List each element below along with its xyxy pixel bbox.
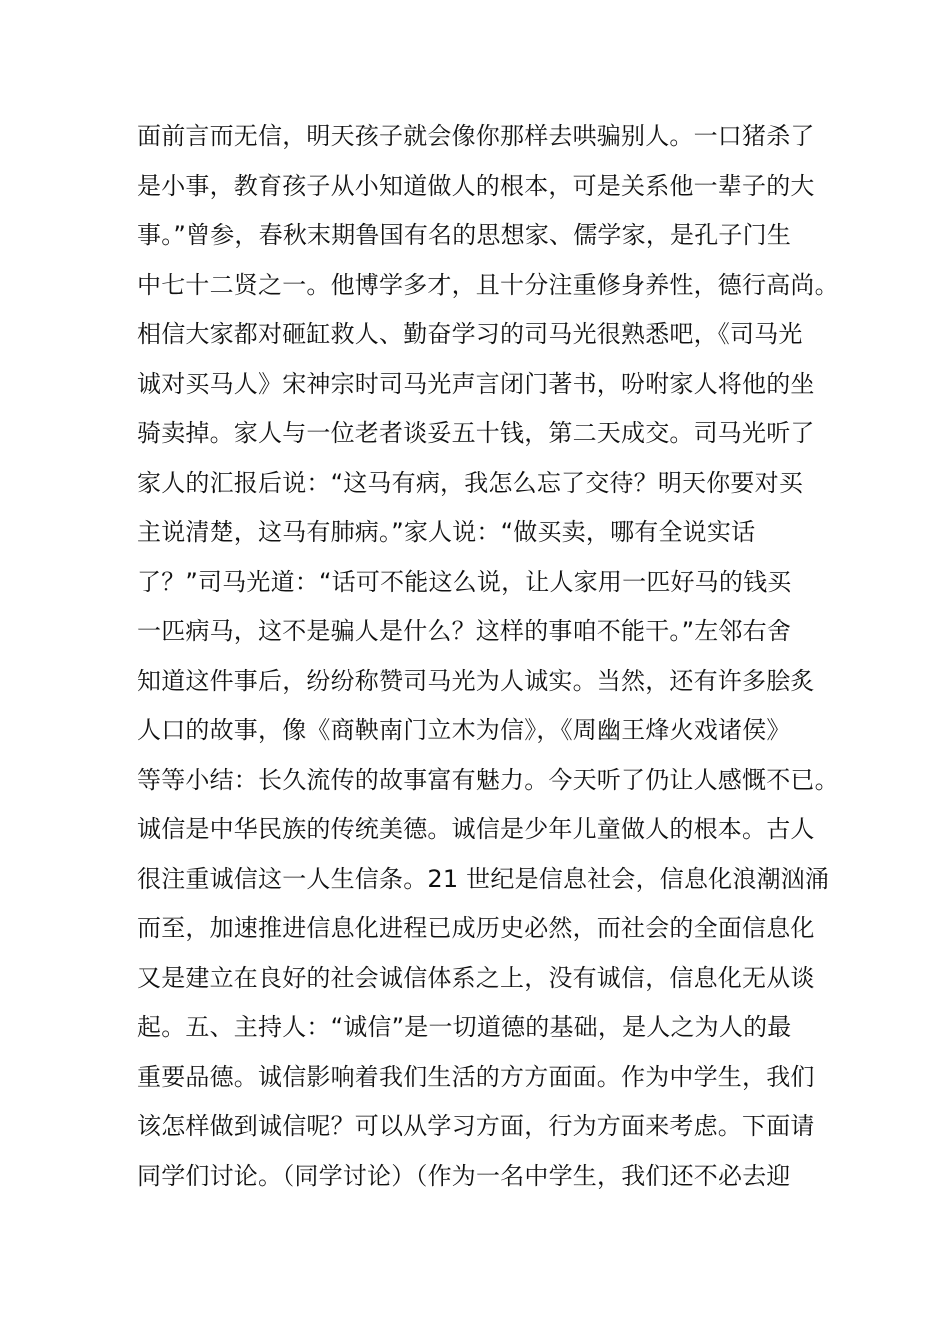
text-line: 同学们讨论。（同学讨论）（作为一名中学生，我们还不必去迎 [137, 1161, 791, 1190]
text-line: 中七十二贤之一。他博学多才，且十分注重修身养性，德行高尚。 [137, 270, 839, 299]
text-line: 是小事，教育孩子从小知道做人的根本，可是关系他一辈子的大 [137, 171, 815, 200]
text-line: 诚信是中华民族的传统美德。诚信是少年儿童做人的根本。古人 [137, 815, 815, 843]
text-line: 一匹病马，这不是骗人是什么？这样的事咱不能干。”左邻右舍 [137, 617, 792, 645]
text-line: 事。”曾参，春秋末期鲁国有名的思想家、儒学家，是孔子门生 [137, 221, 792, 249]
text-line: 很注重诚信这一人生信条。21 世纪是信息社会，信息化浪潮汹涌 [137, 864, 830, 893]
text-line: 等等小结：长久流传的故事富有魅力。今天听了仍让人感慨不已。 [137, 765, 839, 794]
text-line: 家人的汇报后说：“这马有病，我怎么忘了交待？明天你要对买 [137, 468, 804, 497]
text-line: 骑卖掉。家人与一位老者谈妥五十钱，第二天成交。司马光听了 [137, 419, 815, 447]
text-line: 主说清楚，这马有肺病。”家人说：“做买卖，哪有全说实话 [137, 518, 756, 546]
text-line: 重要品德。诚信影响着我们生活的方方面面。作为中学生，我们 [137, 1062, 815, 1091]
body-text [137, 112, 837, 1201]
text-line: 起。五、主持人：“诚信”是一切道德的基础，是人之为人的最 [137, 1013, 792, 1041]
text-line: 人口的故事，像《商鞅南门立木为信》，《周幽王烽火戏诸侯》 [137, 716, 791, 744]
text-line: 诚对买马人》宋神宗时司马光声言闭门著书，吩咐家人将他的坐 [137, 369, 815, 398]
text-line: 相信大家都对砸缸救人、勤奋学习的司马光很熟悉吧，《司马光 [137, 320, 803, 348]
text-line: 知道这件事后，纷纷称赞司马光为人诚实。当然，还有许多脍炙 [137, 666, 815, 695]
text-line: 又是建立在良好的社会诚信体系之上，没有诚信，信息化无从谈 [137, 963, 815, 992]
text-line: 面前言而无信，明天孩子就会像你那样去哄骗别人。一口猪杀了 [137, 122, 815, 150]
text-line: 而至，加速推进信息化进程已成历史必然，而社会的全面信息化 [137, 914, 815, 942]
text-line: 了？”司马光道：“话可不能这么说，让人家用一匹好马的钱买 [137, 567, 792, 596]
text-line: 该怎样做到诚信呢？可以从学习方面，行为方面来考虑。下面请 [137, 1112, 815, 1140]
